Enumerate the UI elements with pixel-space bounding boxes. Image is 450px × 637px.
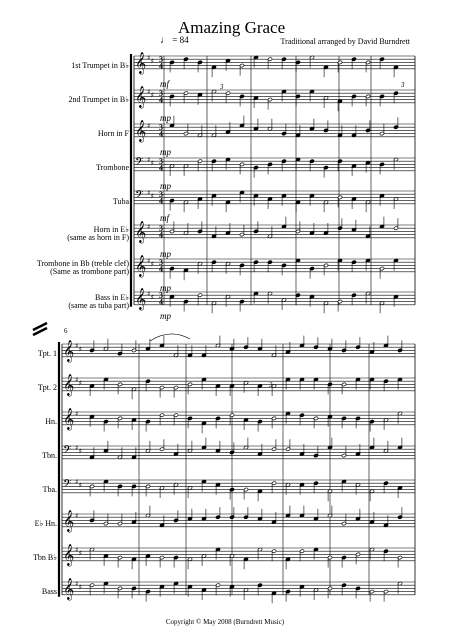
instrument-label: Trombone [95, 163, 129, 172]
quarter-note-icon: ♩ [160, 35, 170, 46]
tempo-marking [160, 36, 189, 46]
treble-clef-icon: 𝄞 [135, 255, 147, 277]
key-signature-sharp-icon: ♯ [78, 481, 82, 490]
time-signature-digit: 3 [159, 89, 163, 98]
key-signature-sharp-icon: ♯ [75, 580, 79, 588]
instrument-abbrev-label: Tpt. 1 [37, 349, 57, 358]
time-signature-digit: 4 [159, 264, 163, 274]
treble-clef-icon: 𝄞 [63, 408, 75, 430]
key-signature-sharp-icon: ♯ [78, 583, 82, 592]
instrument-abbrev-label: Hn. [45, 417, 57, 426]
instrument-label: Tuba [112, 197, 129, 206]
instrument-label [37, 260, 129, 277]
key-signature-sharp-icon: ♯ [147, 156, 151, 164]
treble-clef-icon: 𝄞 [63, 544, 75, 566]
triplet-mark: 3 [220, 83, 224, 91]
key-signature-sharp-icon: ♯ [150, 293, 154, 302]
slur [150, 334, 190, 341]
time-signature-digit: 4 [159, 230, 163, 240]
key-signature-sharp-icon: ♯ [147, 290, 151, 298]
time-signature-digit: 3 [159, 55, 163, 64]
instrument-label-line2: (same as tuba part) [68, 301, 129, 311]
time-signature-digit: 3 [159, 157, 163, 166]
key-signature-sharp-icon: ♯ [78, 447, 82, 456]
key-signature-sharp-icon: ♯ [150, 192, 154, 201]
key-signature-sharp-icon: ♯ [78, 549, 82, 558]
treble-clef-icon: 𝄞 [63, 510, 75, 532]
key-signature-sharp-icon: ♯ [78, 379, 82, 388]
instrument-label-line1: Horn in E♭ [93, 225, 129, 234]
key-signature-sharp-icon: ♯ [147, 88, 151, 96]
triplet-mark: 3 [269, 381, 273, 389]
time-signature-digit: 3 [159, 123, 163, 132]
key-signature-sharp-icon: ♯ [150, 159, 154, 168]
time-signature-digit: 4 [159, 163, 163, 173]
dynamic-marking: mf [160, 79, 169, 89]
bass-clef-icon: 𝄢 [135, 189, 144, 204]
measure-number: 6 [64, 327, 68, 335]
instrument-label-line2: (Same as trombone part) [50, 267, 129, 277]
key-signature-sharp-icon: ♯ [75, 342, 79, 350]
instrument-label: 1st Trumpet in B♭ [71, 61, 129, 70]
key-signature-sharp-icon: ♯ [75, 376, 79, 384]
time-signature-digit: 4 [159, 95, 163, 105]
instrument-label-line1: Trombone in Bb (treble clef) [36, 259, 129, 268]
key-signature-sharp-icon: ♯ [75, 478, 79, 486]
time-signature-digit: 4 [159, 61, 163, 71]
key-signature-sharp-icon: ♯ [147, 122, 151, 130]
key-signature-sharp-icon: ♯ [147, 223, 151, 231]
time-signature-digit: 4 [159, 297, 163, 307]
instrument-abbrev-label: Tba. [42, 485, 57, 494]
key-signature-sharp-icon: ♯ [150, 91, 154, 100]
treble-clef-icon: 𝄞 [135, 86, 147, 108]
key-signature-sharp-icon: ♯ [147, 257, 151, 265]
time-signature-digit: 3 [159, 258, 163, 267]
key-signature-sharp-icon: ♯ [147, 189, 151, 197]
key-signature-sharp-icon: ♯ [78, 345, 82, 354]
bass-clef-icon: 𝄢 [63, 478, 72, 493]
triplet-mark: 3 [401, 81, 405, 89]
instrument-label [67, 226, 129, 243]
copyright-notice: Copyright © May 2008 (Burndrett Music) [165, 618, 285, 626]
key-signature-sharp-icon: ♯ [150, 260, 154, 269]
treble-clef-icon: 𝄞 [135, 221, 147, 243]
time-signature-digit: 3 [159, 224, 163, 233]
treble-clef-icon: 𝄞 [135, 52, 147, 74]
instrument-abbrev-label: Tbn. [42, 451, 57, 460]
instrument-abbrev-label: Bass [41, 587, 57, 596]
time-signature-digit: 3 [159, 190, 163, 199]
instrument-abbrev-label: E♭ Hn. [34, 519, 57, 528]
key-signature-sharp-icon: ♯ [75, 546, 79, 554]
key-signature-sharp-icon: ♯ [147, 54, 151, 62]
key-signature-sharp-icon: ♯ [75, 444, 79, 452]
time-signature-digit: 4 [159, 196, 163, 206]
instrument-abbrev-label: Tbn B♭ [33, 553, 57, 562]
treble-clef-icon: 𝄞 [135, 288, 147, 310]
dynamic-marking: mp [160, 113, 171, 123]
key-signature-sharp-icon: ♯ [150, 57, 154, 66]
instrument-label-line1: Bass in E♭ [95, 293, 129, 302]
time-signature-digit: 3 [159, 291, 163, 300]
key-signature-sharp-icon: ♯ [75, 512, 79, 520]
score-title: Amazing Grace [178, 18, 286, 37]
dynamic-marking: mp [160, 181, 171, 191]
dynamic-marking: mf [160, 213, 169, 223]
time-signature-digit: 4 [159, 129, 163, 139]
instrument-abbrev-label: Tpt. 2 [37, 383, 57, 392]
bass-clef-icon: 𝄢 [135, 156, 144, 171]
instrument-label: 2nd Trumpet in B♭ [68, 95, 129, 104]
treble-clef-icon: 𝄞 [63, 374, 75, 396]
treble-clef-icon: 𝄞 [63, 340, 75, 362]
dynamic-marking: mp [160, 249, 171, 259]
dynamic-marking: mp [160, 147, 171, 157]
key-signature-sharp-icon: ♯ [75, 410, 79, 418]
instrument-label [68, 294, 129, 311]
instrument-label-line2: (same as horn in F) [67, 233, 129, 243]
dynamic-marking: mp [160, 283, 171, 293]
dynamic-marking: mp [160, 311, 171, 321]
tempo-value: = 84 [172, 35, 189, 45]
composer-credit: Traditional arranged by David Burndrett [280, 37, 410, 46]
bass-clef-icon: 𝄢 [63, 444, 72, 459]
treble-clef-icon: 𝄞 [63, 578, 75, 600]
instrument-label: Horn in F [97, 129, 129, 138]
treble-clef-icon: 𝄞 [135, 120, 147, 142]
